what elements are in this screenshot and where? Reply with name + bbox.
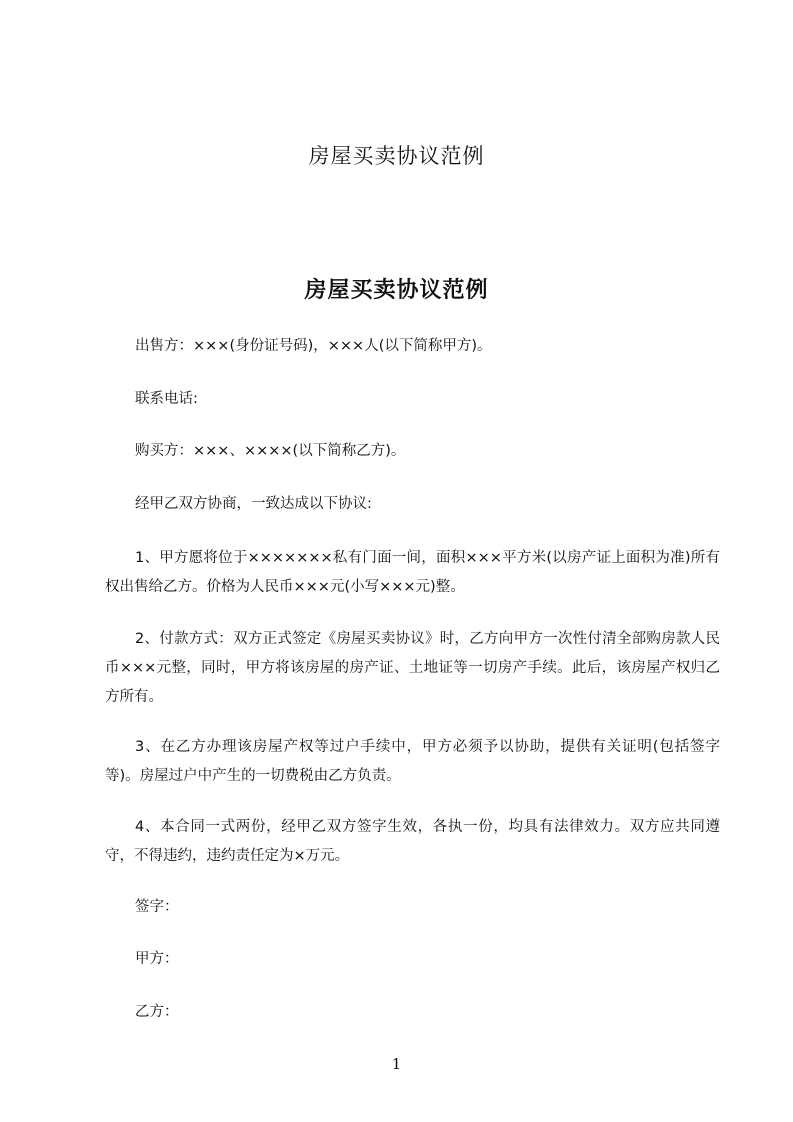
clause-1: 1、甲方愿将位于×××××××私有门面一间，面积×××平方米(以房产证上面积为准)所有权出售给乙方。价格为人民币×××元(小写×××元)整。 (105, 550, 720, 595)
phone-line: 联系电话: (135, 391, 198, 407)
sign-label: 签字： (135, 899, 179, 915)
party-b-label: 乙方： (135, 1004, 179, 1020)
page-number: 1 (391, 1055, 402, 1073)
intro-line: 经甲乙双方协商，一致达成以下协议: (135, 496, 372, 512)
seller-line: 出售方：×××(身份证号码)，×××人(以下简称甲方)。 (135, 338, 492, 354)
document-header-title: 房屋买卖协议范例 (308, 144, 485, 168)
clause-4: 4、本合同一式两份，经甲乙双方签字生效，各执一份，均具有法律效力。双方应共同遵守，不得违约，违约责任定为×万元。 (105, 819, 720, 864)
buyer-line: 购买方：×××、××××(以下简称乙方)。 (135, 443, 406, 459)
page-title: 房屋买卖协议范例 (304, 278, 489, 303)
party-a-label: 甲方： (135, 951, 179, 967)
clause-2: 2、付款方式：双方正式签定《房屋买卖协议》时，乙方向甲方一次性付清全部购房款人民币×××元整，同时，甲方将该房屋的房产证、土地证等一切房产手续。此后，该房屋产权归乙方所有。 (105, 631, 720, 705)
clause-3: 3、在乙方办理该房屋产权等过户手续中，甲方必须予以协助，提供有关证明(包括签字等)。房屋过户中产生的一切费税由乙方负责。 (105, 739, 720, 784)
